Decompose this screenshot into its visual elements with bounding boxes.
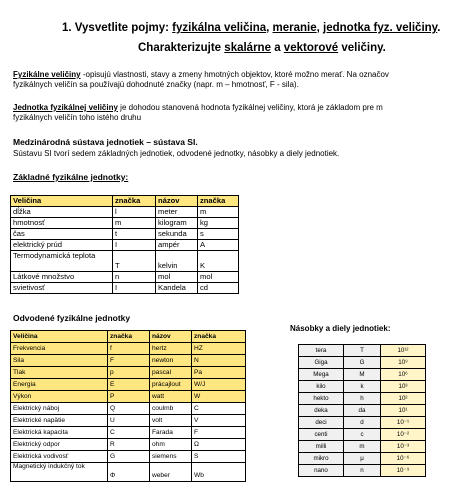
cell-symbol: Q xyxy=(108,403,150,415)
cell-unit-name: sekunda xyxy=(156,229,198,240)
table-row xyxy=(11,451,246,463)
derived-units-table xyxy=(10,330,246,482)
cell-unit-name: ohm xyxy=(150,439,192,451)
cell-power: 10¹² xyxy=(381,345,426,357)
cell-unit-name: kilogram xyxy=(156,218,198,229)
cell-symbol: l xyxy=(113,207,156,218)
table-row xyxy=(11,355,246,367)
cell-unit-symbol: HZ xyxy=(192,343,246,355)
question-number: 1. xyxy=(62,22,72,34)
table-row xyxy=(299,417,426,429)
table-row xyxy=(299,369,426,381)
table-row xyxy=(11,403,246,415)
cell-quantity: Elektrický náboj xyxy=(11,403,108,415)
cell-symbol: E xyxy=(108,379,150,391)
cell-unit-symbol: A xyxy=(198,240,239,251)
cell-prefix: milli xyxy=(299,441,344,453)
table-row xyxy=(11,218,239,229)
cell-symbol: T xyxy=(344,345,381,357)
cell-power: 10⁻⁶ xyxy=(381,453,426,465)
cell-quantity: čas xyxy=(11,229,113,240)
column-header: názov xyxy=(156,196,198,207)
cell-symbol: n xyxy=(113,272,156,283)
cell-unit-symbol: Ω xyxy=(192,439,246,451)
cell-quantity: Magnetický indukčný tok xyxy=(11,463,108,482)
cell-quantity: Termodynamická teplota xyxy=(11,251,113,272)
cell-symbol: μ xyxy=(344,453,381,465)
cell-unit-name: siemens xyxy=(150,451,192,463)
column-header: značka xyxy=(198,196,239,207)
cell-unit-symbol: cd xyxy=(198,283,239,294)
table-row xyxy=(299,345,426,357)
cell-prefix: deka xyxy=(299,405,344,417)
cell-unit-symbol: W xyxy=(192,391,246,403)
cell-quantity: Látkové množstvo xyxy=(11,272,113,283)
definition-text: -opisujú vlastnosti, stavy a zmeny hmotných objektov, ktoré možno merať. Na označov xyxy=(82,70,389,79)
table-row xyxy=(11,427,246,439)
table-row xyxy=(11,439,246,451)
title-term-measurement: meranie xyxy=(272,22,317,34)
table-row xyxy=(11,229,239,240)
cell-unit-name: Farada xyxy=(150,427,192,439)
title-term-vector: vektorové xyxy=(283,42,339,54)
cell-prefix: kilo xyxy=(299,381,344,393)
cell-quantity: Frekvencia xyxy=(11,343,108,355)
cell-power: 10⁶ xyxy=(381,369,426,381)
cell-symbol: M xyxy=(344,369,381,381)
table-row xyxy=(299,465,426,477)
cell-quantity: Tlak xyxy=(11,367,108,379)
table-row xyxy=(11,379,246,391)
cell-symbol: Φ xyxy=(108,463,150,482)
definition-term: Jednotka fyzikálnej veličiny xyxy=(13,103,118,112)
cell-unit-symbol: N xyxy=(192,355,246,367)
definition-text: je dohodou stanovená hodnota fyzikálnej veličiny, ktorá je základom pre m xyxy=(120,103,383,112)
cell-unit-symbol: S xyxy=(192,451,246,463)
cell-unit-name: coulmb xyxy=(150,403,192,415)
table-header-row xyxy=(11,196,239,207)
cell-unit-symbol: K xyxy=(198,251,239,272)
column-header: Veličina xyxy=(11,331,108,343)
si-text: Sústavu SI tvorí sedem základných jednotiek, odvodené jednotky, násobky a diely jednotiek. xyxy=(13,149,340,158)
table-row xyxy=(299,393,426,405)
cell-symbol: k xyxy=(344,381,381,393)
si-heading: Medzinárodná sústava jednotiek – sústava SI. xyxy=(13,137,198,147)
cell-quantity: Energia xyxy=(11,379,108,391)
definition-text-cont: fyzikálnych veličín toho istého druhu xyxy=(13,113,142,122)
cell-prefix: Mega xyxy=(299,369,344,381)
table-row xyxy=(11,240,239,251)
table-row xyxy=(299,405,426,417)
cell-symbol: F xyxy=(108,355,150,367)
cell-symbol: d xyxy=(344,417,381,429)
cell-unit-symbol: kg xyxy=(198,218,239,229)
title-term-physical-quantity: fyzikálna veličina xyxy=(172,22,267,34)
base-units-heading: Základné fyzikálne jednotky: xyxy=(13,172,129,182)
cell-quantity: Elektrická vodivosť xyxy=(11,451,108,463)
cell-unit-symbol: V xyxy=(192,415,246,427)
cell-quantity: hmotnosť xyxy=(11,218,113,229)
cell-prefix: hekto xyxy=(299,393,344,405)
cell-symbol: C xyxy=(108,427,150,439)
definition-term: Fyzikálne veličiny xyxy=(13,70,81,79)
table-row xyxy=(11,251,239,272)
cell-symbol: R xyxy=(108,439,150,451)
cell-symbol: t xyxy=(113,229,156,240)
cell-unit-symbol: mol xyxy=(198,272,239,283)
cell-prefix: tera xyxy=(299,345,344,357)
column-header: Veličina xyxy=(11,196,113,207)
cell-power: 10² xyxy=(381,393,426,405)
cell-unit-name: hertz xyxy=(150,343,192,355)
definition-text-cont: fyzikálnych veličín sa používajú dohodnuté značky (napr. m – hmotnosť, F - sila). xyxy=(13,80,299,89)
cell-power: 10⁻¹ xyxy=(381,417,426,429)
cell-symbol: m xyxy=(113,218,156,229)
cell-quantity: Sila xyxy=(11,355,108,367)
cell-quantity: elektrický prúd xyxy=(11,240,113,251)
cell-symbol: n xyxy=(344,465,381,477)
cell-symbol: f xyxy=(108,343,150,355)
cell-quantity: dĺžka xyxy=(11,207,113,218)
title-and: a xyxy=(274,42,281,54)
cell-power: 10⁻⁹ xyxy=(381,465,426,477)
cell-unit-symbol: F xyxy=(192,427,246,439)
cell-unit-name: Kandela xyxy=(156,283,198,294)
table-row xyxy=(299,429,426,441)
cell-unit-name: newton xyxy=(150,355,192,367)
table-row xyxy=(11,343,246,355)
table-row xyxy=(11,272,239,283)
cell-power: 10⁹ xyxy=(381,357,426,369)
cell-symbol: G xyxy=(344,357,381,369)
cell-quantity: Elektrické napätie xyxy=(11,415,108,427)
column-header: značka xyxy=(113,196,156,207)
cell-symbol: m xyxy=(344,441,381,453)
cell-unit-symbol: C xyxy=(192,403,246,415)
cell-power: 10⁻³ xyxy=(381,441,426,453)
table-header-row xyxy=(11,331,246,343)
title-end: veličiny. xyxy=(341,42,386,54)
cell-unit-name: kelvin xyxy=(156,251,198,272)
cell-prefix: nano xyxy=(299,465,344,477)
cell-prefix: deci xyxy=(299,417,344,429)
prefixes-heading: Násobky a diely jednotiek: xyxy=(290,324,391,333)
table-row xyxy=(299,357,426,369)
definition-unit xyxy=(13,103,383,123)
cell-prefix: Giga xyxy=(299,357,344,369)
cell-symbol: I xyxy=(113,240,156,251)
cell-symbol: c xyxy=(344,429,381,441)
column-header: značka xyxy=(192,331,246,343)
column-header: názov xyxy=(150,331,192,343)
cell-symbol: G xyxy=(108,451,150,463)
cell-unit-name: prácajlout xyxy=(150,379,192,391)
cell-unit-symbol: m xyxy=(198,207,239,218)
cell-power: 10¹ xyxy=(381,405,426,417)
title-verb1: Vysvetlite pojmy: xyxy=(74,22,169,34)
definition-physical-quantities xyxy=(13,70,389,90)
table-row xyxy=(11,463,246,482)
cell-unit-name: weber xyxy=(150,463,192,482)
table-row xyxy=(299,441,426,453)
cell-unit-symbol: W/J xyxy=(192,379,246,391)
table-row xyxy=(11,207,239,218)
cell-unit-symbol: s xyxy=(198,229,239,240)
cell-unit-name: pascal xyxy=(150,367,192,379)
question-title-line1: 1. Vysvetlite pojmy: fyzikálna veličina, meranie, jednotka fyz. veličiny. xyxy=(62,22,441,34)
table-row xyxy=(299,453,426,465)
title-term-scalar: skalárne xyxy=(224,42,271,54)
table-row xyxy=(11,367,246,379)
cell-symbol: U xyxy=(108,415,150,427)
column-header: značka xyxy=(108,331,150,343)
cell-unit-name: watt xyxy=(150,391,192,403)
cell-prefix: mikro xyxy=(299,453,344,465)
cell-quantity: Elektrický odpor xyxy=(11,439,108,451)
cell-power: 10⁻² xyxy=(381,429,426,441)
cell-power: 10³ xyxy=(381,381,426,393)
cell-symbol: T xyxy=(113,251,156,272)
cell-symbol: h xyxy=(344,393,381,405)
title-verb2: Charakterizujte xyxy=(138,42,222,54)
cell-prefix: centi xyxy=(299,429,344,441)
cell-unit-symbol: Pa xyxy=(192,367,246,379)
table-row xyxy=(11,415,246,427)
cell-unit-name: ampér xyxy=(156,240,198,251)
cell-symbol: P xyxy=(108,391,150,403)
cell-unit-symbol: Wb xyxy=(192,463,246,482)
cell-unit-name: volt xyxy=(150,415,192,427)
table-row xyxy=(11,283,239,294)
prefixes-table xyxy=(298,344,426,477)
cell-quantity: Elektrická kapacita xyxy=(11,427,108,439)
cell-quantity: Výkon xyxy=(11,391,108,403)
table-row xyxy=(11,391,246,403)
cell-quantity: svietivosť xyxy=(11,283,113,294)
question-title-line2 xyxy=(138,42,386,54)
cell-unit-name: mol xyxy=(156,272,198,283)
cell-symbol: I xyxy=(113,283,156,294)
table-row xyxy=(299,381,426,393)
base-units-table xyxy=(10,195,239,294)
cell-unit-name: meter xyxy=(156,207,198,218)
derived-units-heading: Odvodené fyzikálne jednotky xyxy=(13,313,131,323)
cell-symbol: p xyxy=(108,367,150,379)
cell-symbol: da xyxy=(344,405,381,417)
title-term-unit: jednotka fyz. veličiny xyxy=(323,22,438,34)
